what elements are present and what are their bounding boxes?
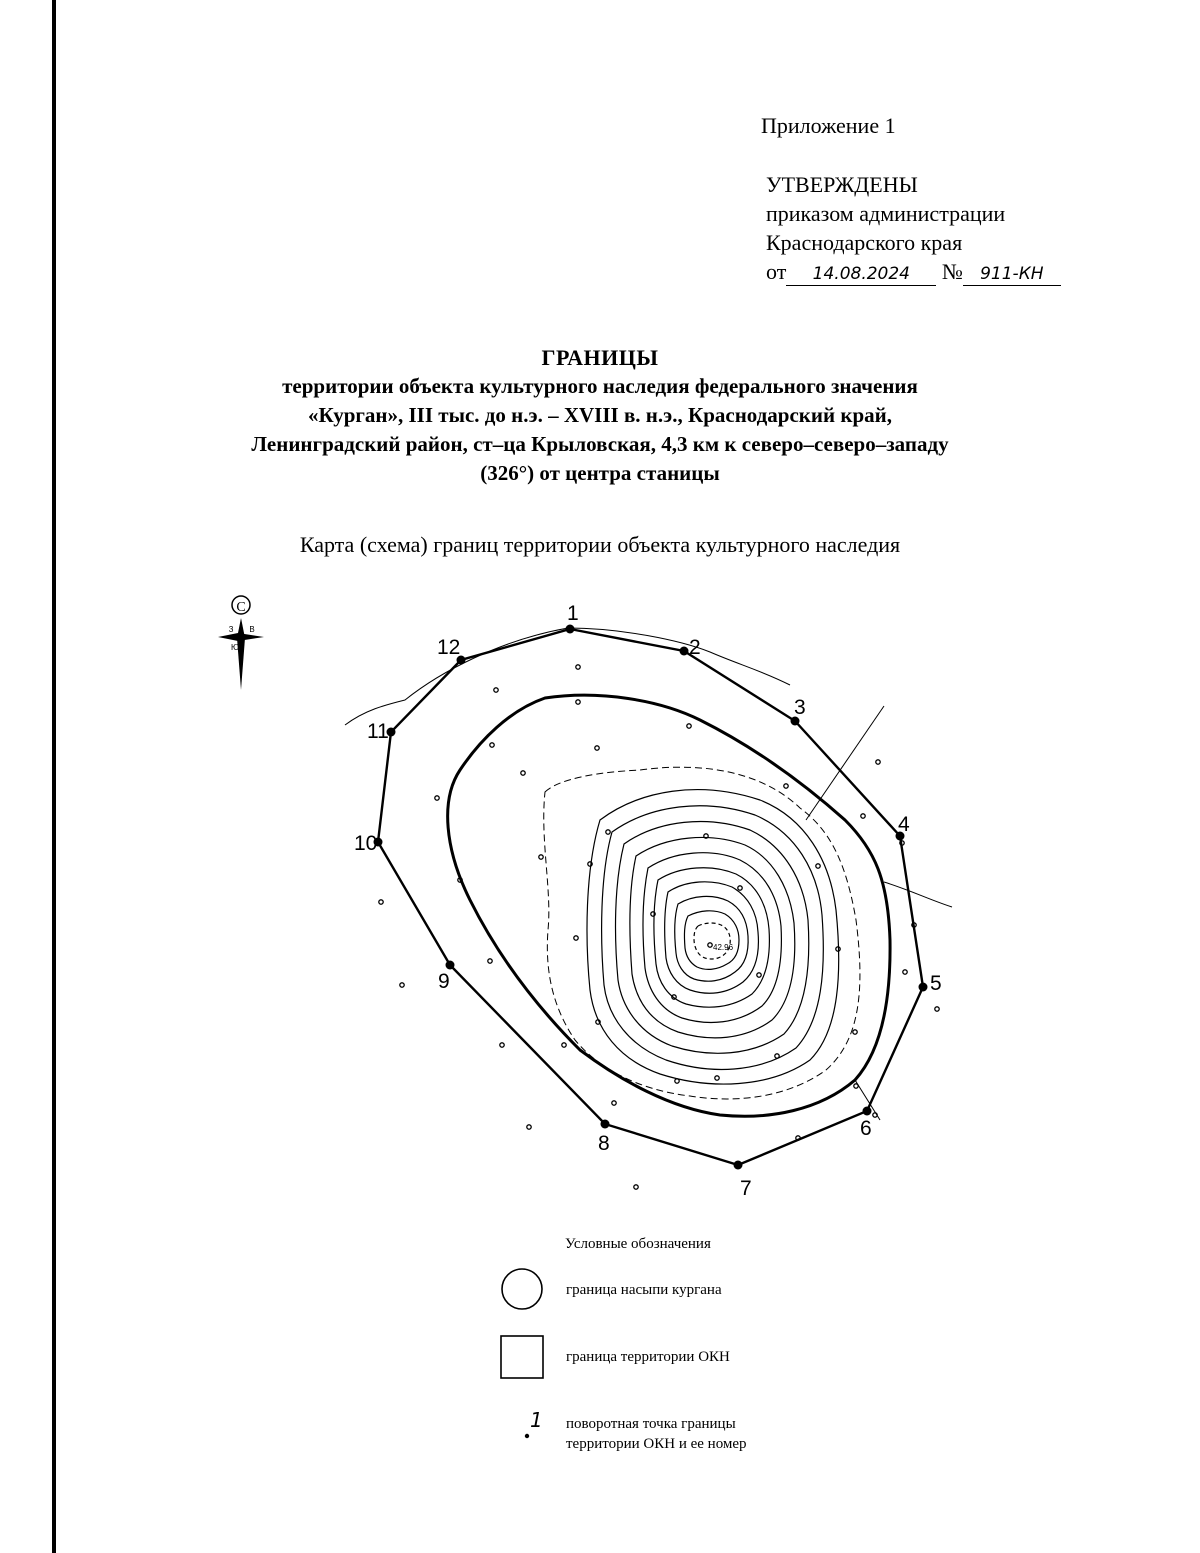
point-label-7: 7	[740, 1177, 752, 1200]
point-label-3: 3	[794, 696, 806, 719]
approval-date: 14.08.2024	[786, 263, 936, 286]
summit-elevation: 42.96	[713, 943, 734, 952]
north-letter: С	[236, 600, 246, 615]
point-label-8: 8	[598, 1132, 610, 1155]
title-line-3: Ленинградский район, ст–ца Крыловская, 4,3 км к северо–северо–западу	[251, 432, 949, 456]
compass-east: В	[249, 625, 255, 634]
point-label-9: 9	[438, 970, 450, 993]
title-main: ГРАНИЦЫ	[541, 345, 659, 370]
point-label-2: 2	[689, 636, 701, 659]
legend-point-line-2: территории ОКН и ее номер	[566, 1436, 747, 1452]
turning-point-5	[919, 983, 928, 992]
legend-mound-text: граница насыпи кургана	[566, 1282, 722, 1298]
mound-boundary-line	[448, 695, 890, 1116]
title-line-2: «Курган», III тыс. до н.э. – XVIII в. н.э., Краснодарский край,	[307, 403, 892, 427]
title-line-1: территории объекта культурного наследия федерального значения	[282, 374, 918, 398]
point-label-5: 5	[930, 972, 942, 995]
legend-point-line-1: поворотная точка границы	[566, 1416, 736, 1432]
okn-boundary-polygon	[378, 629, 923, 1165]
legend-point-icon	[525, 1408, 543, 1438]
legend-okn-text: граница территории ОКН	[566, 1349, 730, 1365]
point-label-10: 10	[354, 832, 378, 855]
point-label-11: 11	[367, 720, 389, 743]
compass-south: Ю	[230, 643, 240, 652]
point-label-6: 6	[860, 1117, 872, 1140]
date-prefix: от	[766, 259, 787, 284]
point-label-4: 4	[898, 813, 910, 836]
turning-point-2	[680, 647, 689, 656]
approval-heading: УТВЕРЖДЕНЫ	[766, 172, 918, 197]
point-label-12: 12	[437, 636, 461, 659]
turning-point-7	[734, 1161, 743, 1170]
compass-west: З	[228, 625, 234, 634]
legend-point-number: 1	[530, 1408, 543, 1432]
legend-circle-icon	[502, 1269, 542, 1309]
title-line-4: (326°) от центра станицы	[480, 461, 720, 485]
approval-number: 911-КН	[963, 263, 1061, 286]
elevation-marks	[379, 665, 939, 1189]
turning-point-labels	[354, 602, 942, 1200]
approval-line-2: Краснодарского края	[766, 230, 963, 255]
approval-line-1: приказом администрации	[766, 201, 1006, 226]
point-label-1: 1	[567, 602, 579, 625]
turning-point-8	[601, 1120, 610, 1129]
map-subtitle: Карта (схема) границ территории объекта культурного наследия	[299, 532, 901, 557]
legend-square-icon	[501, 1336, 543, 1378]
turning-point-1	[566, 625, 575, 634]
legend-point-text	[566, 1414, 747, 1454]
legend-title: Условные обозначения	[565, 1236, 711, 1252]
turning-point-6	[863, 1107, 872, 1116]
appendix-label: Приложение 1	[761, 113, 896, 138]
north-arrow-icon	[218, 596, 264, 690]
turning-point-9	[446, 961, 455, 970]
contour-lines	[544, 767, 860, 1099]
number-prefix: №	[941, 259, 963, 284]
